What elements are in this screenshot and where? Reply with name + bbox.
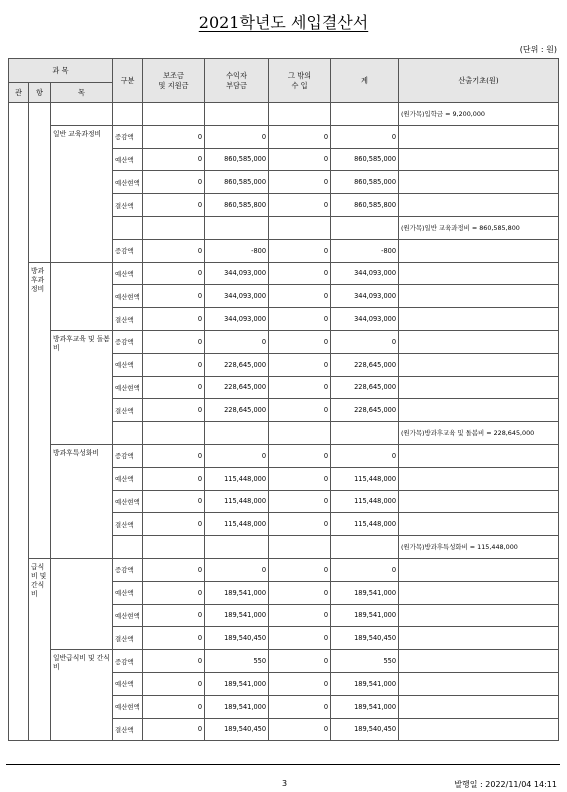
settlement-table [8, 58, 559, 741]
category-cell: 예산현액 [113, 171, 143, 194]
category-cell: 증감액 [113, 558, 143, 581]
total-cell: 189,540,450 [331, 627, 399, 650]
total-cell: 228,645,000 [331, 353, 399, 376]
total-cell: 189,541,000 [331, 581, 399, 604]
other-cell: 0 [269, 467, 331, 490]
basis-cell [399, 239, 559, 262]
header-subsidy: 보조금 및 지원금 [143, 59, 205, 103]
total-cell [331, 422, 399, 445]
other-cell: 0 [269, 194, 331, 217]
subsidy-cell: 0 [143, 399, 205, 422]
basis-cell [399, 627, 559, 650]
total-cell: 860,585,800 [331, 194, 399, 217]
basis-cell [399, 353, 559, 376]
category-cell: 증감액 [113, 650, 143, 673]
basis-cell [399, 399, 559, 422]
subsidy-cell: 0 [143, 490, 205, 513]
category-cell: 결산액 [113, 718, 143, 741]
category-cell [113, 216, 143, 239]
other-cell: 0 [269, 285, 331, 308]
subsidy-cell: 0 [143, 444, 205, 467]
beneficiary-cell: 189,541,000 [205, 695, 269, 718]
subsidy-cell: 0 [143, 695, 205, 718]
mok-cell: 일반 교육과정비 [51, 125, 113, 262]
table-row [9, 262, 559, 285]
mok-cell [51, 558, 113, 649]
beneficiary-cell: 344,093,000 [205, 308, 269, 331]
subsidy-cell: 0 [143, 285, 205, 308]
unit-note: (단위 : 원) [519, 45, 557, 54]
category-cell [113, 103, 143, 126]
category-cell: 증감액 [113, 125, 143, 148]
header-beneficiary: 수익자 부담금 [205, 59, 269, 103]
other-cell: 0 [269, 558, 331, 581]
beneficiary-cell: 189,541,000 [205, 672, 269, 695]
category-cell: 예산액 [113, 353, 143, 376]
total-cell: 115,448,000 [331, 513, 399, 536]
other-cell: 0 [269, 695, 331, 718]
hang-cell [29, 103, 51, 263]
category-cell: 증감액 [113, 239, 143, 262]
other-cell: 0 [269, 627, 331, 650]
category-cell: 결산액 [113, 308, 143, 331]
table-row [9, 103, 559, 126]
basis-cell [399, 718, 559, 741]
other-cell [269, 216, 331, 239]
document-title: 2021학년도 세입결산서 [198, 13, 369, 32]
beneficiary-cell: 189,541,000 [205, 581, 269, 604]
category-cell [113, 422, 143, 445]
total-cell: 189,540,450 [331, 718, 399, 741]
other-cell: 0 [269, 353, 331, 376]
basis-cell [399, 308, 559, 331]
basis-cell [399, 330, 559, 353]
subsidy-cell: 0 [143, 558, 205, 581]
basis-cell [399, 171, 559, 194]
basis-cell [399, 262, 559, 285]
other-cell: 0 [269, 650, 331, 673]
category-cell: 예산현액 [113, 490, 143, 513]
total-cell: 189,541,000 [331, 604, 399, 627]
basis-cell [399, 604, 559, 627]
mok-cell: 방과후교육 및 돌봄비 [51, 330, 113, 444]
subsidy-cell: 0 [143, 581, 205, 604]
subsidy-cell [143, 422, 205, 445]
basis-cell [399, 672, 559, 695]
total-cell [331, 536, 399, 559]
other-cell: 0 [269, 376, 331, 399]
subsidy-cell: 0 [143, 353, 205, 376]
total-cell: -800 [331, 239, 399, 262]
basis-cell [399, 467, 559, 490]
beneficiary-cell: 189,541,000 [205, 604, 269, 627]
category-cell: 예산현액 [113, 285, 143, 308]
beneficiary-cell [205, 536, 269, 559]
mok-cell [51, 103, 113, 126]
category-cell [113, 536, 143, 559]
beneficiary-cell: 189,540,450 [205, 718, 269, 741]
total-cell: 550 [331, 650, 399, 673]
subsidy-cell [143, 536, 205, 559]
basis-cell [399, 125, 559, 148]
hang-cell: 방과후과정비 [29, 262, 51, 558]
table-row [9, 125, 559, 148]
category-cell: 예산액 [113, 262, 143, 285]
beneficiary-cell: 115,448,000 [205, 513, 269, 536]
category-cell: 결산액 [113, 513, 143, 536]
other-cell [269, 422, 331, 445]
header-mok: 목 [51, 83, 113, 103]
beneficiary-cell: 0 [205, 330, 269, 353]
category-cell: 결산액 [113, 399, 143, 422]
basis-cell [399, 376, 559, 399]
footer-divider [6, 764, 560, 765]
other-cell: 0 [269, 148, 331, 171]
subsidy-cell [143, 103, 205, 126]
subsidy-cell: 0 [143, 239, 205, 262]
total-cell [331, 103, 399, 126]
other-cell [269, 536, 331, 559]
subsidy-cell: 0 [143, 194, 205, 217]
beneficiary-cell: 189,540,450 [205, 627, 269, 650]
basis-cell [399, 444, 559, 467]
basis-cell [399, 650, 559, 673]
beneficiary-cell: 115,448,000 [205, 490, 269, 513]
total-cell: 0 [331, 444, 399, 467]
beneficiary-cell: 550 [205, 650, 269, 673]
total-cell: 228,645,000 [331, 399, 399, 422]
beneficiary-cell: 860,585,000 [205, 171, 269, 194]
total-cell: 860,585,000 [331, 148, 399, 171]
other-cell: 0 [269, 490, 331, 513]
basis-cell: (원가목)일반 교육과정비 = 860,585,800 [399, 216, 559, 239]
basis-cell [399, 695, 559, 718]
subsidy-cell: 0 [143, 650, 205, 673]
beneficiary-cell: 0 [205, 558, 269, 581]
total-cell: 115,448,000 [331, 490, 399, 513]
subsidy-cell: 0 [143, 627, 205, 650]
beneficiary-cell: 0 [205, 444, 269, 467]
hang-cell: 급식비 및 간식비 [29, 558, 51, 740]
basis-cell: (원가목)입학금 = 9,200,000 [399, 103, 559, 126]
beneficiary-cell: 344,093,000 [205, 262, 269, 285]
category-cell: 증감액 [113, 444, 143, 467]
basis-cell [399, 513, 559, 536]
subsidy-cell: 0 [143, 148, 205, 171]
category-cell: 예산현액 [113, 376, 143, 399]
other-cell: 0 [269, 604, 331, 627]
total-cell [331, 216, 399, 239]
subsidy-cell: 0 [143, 330, 205, 353]
beneficiary-cell: -800 [205, 239, 269, 262]
total-cell: 0 [331, 330, 399, 353]
other-cell: 0 [269, 513, 331, 536]
other-cell: 0 [269, 239, 331, 262]
subsidy-cell: 0 [143, 262, 205, 285]
header-subject: 과 목 [9, 59, 113, 83]
gwan-cell [9, 103, 29, 741]
beneficiary-cell: 228,645,000 [205, 353, 269, 376]
mok-cell: 일반급식비 및 간식비 [51, 650, 113, 741]
table-row [9, 650, 559, 673]
other-cell: 0 [269, 262, 331, 285]
category-cell: 예산현액 [113, 604, 143, 627]
beneficiary-cell [205, 103, 269, 126]
subsidy-cell: 0 [143, 513, 205, 536]
subsidy-cell: 0 [143, 171, 205, 194]
beneficiary-cell: 860,585,800 [205, 194, 269, 217]
basis-cell: (원가목)방과후교육 및 돌봄비 = 228,645,000 [399, 422, 559, 445]
other-cell: 0 [269, 125, 331, 148]
subsidy-cell: 0 [143, 604, 205, 627]
subsidy-cell: 0 [143, 467, 205, 490]
issued-date: 발행일 : 2022/11/04 14:11 [454, 780, 557, 789]
total-cell: 0 [331, 125, 399, 148]
header-basis: 산출기초(원) [399, 59, 559, 103]
other-cell: 0 [269, 330, 331, 353]
page-number: 3 [282, 779, 288, 788]
basis-cell [399, 285, 559, 308]
subsidy-cell: 0 [143, 718, 205, 741]
beneficiary-cell: 344,093,000 [205, 285, 269, 308]
subsidy-cell: 0 [143, 125, 205, 148]
other-cell [269, 103, 331, 126]
other-cell: 0 [269, 171, 331, 194]
basis-cell [399, 194, 559, 217]
subsidy-cell [143, 216, 205, 239]
header-gwan: 관 [9, 83, 29, 103]
basis-cell: (원가목)방과후특성화비 = 115,448,000 [399, 536, 559, 559]
beneficiary-cell: 860,585,000 [205, 148, 269, 171]
beneficiary-cell: 115,448,000 [205, 467, 269, 490]
category-cell: 결산액 [113, 627, 143, 650]
total-cell: 344,093,000 [331, 308, 399, 331]
table-row [9, 330, 559, 353]
total-cell: 344,093,000 [331, 262, 399, 285]
table-row [9, 444, 559, 467]
subsidy-cell: 0 [143, 672, 205, 695]
header-category: 구분 [113, 59, 143, 103]
total-cell: 115,448,000 [331, 467, 399, 490]
subsidy-cell: 0 [143, 376, 205, 399]
other-cell: 0 [269, 672, 331, 695]
subsidy-cell: 0 [143, 308, 205, 331]
beneficiary-cell: 228,645,000 [205, 376, 269, 399]
category-cell: 예산액 [113, 581, 143, 604]
category-cell: 예산액 [113, 672, 143, 695]
category-cell: 결산액 [113, 194, 143, 217]
other-cell: 0 [269, 399, 331, 422]
mok-cell [51, 262, 113, 330]
header-other: 그 밖의 수 입 [269, 59, 331, 103]
total-cell: 189,541,000 [331, 672, 399, 695]
header-hang: 항 [29, 83, 51, 103]
category-cell: 예산액 [113, 467, 143, 490]
other-cell: 0 [269, 718, 331, 741]
basis-cell [399, 558, 559, 581]
table-row [9, 558, 559, 581]
total-cell: 228,645,000 [331, 376, 399, 399]
beneficiary-cell: 228,645,000 [205, 399, 269, 422]
total-cell: 860,585,000 [331, 171, 399, 194]
category-cell: 예산액 [113, 148, 143, 171]
basis-cell [399, 581, 559, 604]
total-cell: 0 [331, 558, 399, 581]
total-cell: 189,541,000 [331, 695, 399, 718]
beneficiary-cell [205, 216, 269, 239]
total-cell: 344,093,000 [331, 285, 399, 308]
header-total: 계 [331, 59, 399, 103]
category-cell: 예산현액 [113, 695, 143, 718]
other-cell: 0 [269, 581, 331, 604]
other-cell: 0 [269, 444, 331, 467]
beneficiary-cell: 0 [205, 125, 269, 148]
category-cell: 증감액 [113, 330, 143, 353]
mok-cell: 방과후특성화비 [51, 444, 113, 558]
basis-cell [399, 490, 559, 513]
beneficiary-cell [205, 422, 269, 445]
other-cell: 0 [269, 308, 331, 331]
basis-cell [399, 148, 559, 171]
